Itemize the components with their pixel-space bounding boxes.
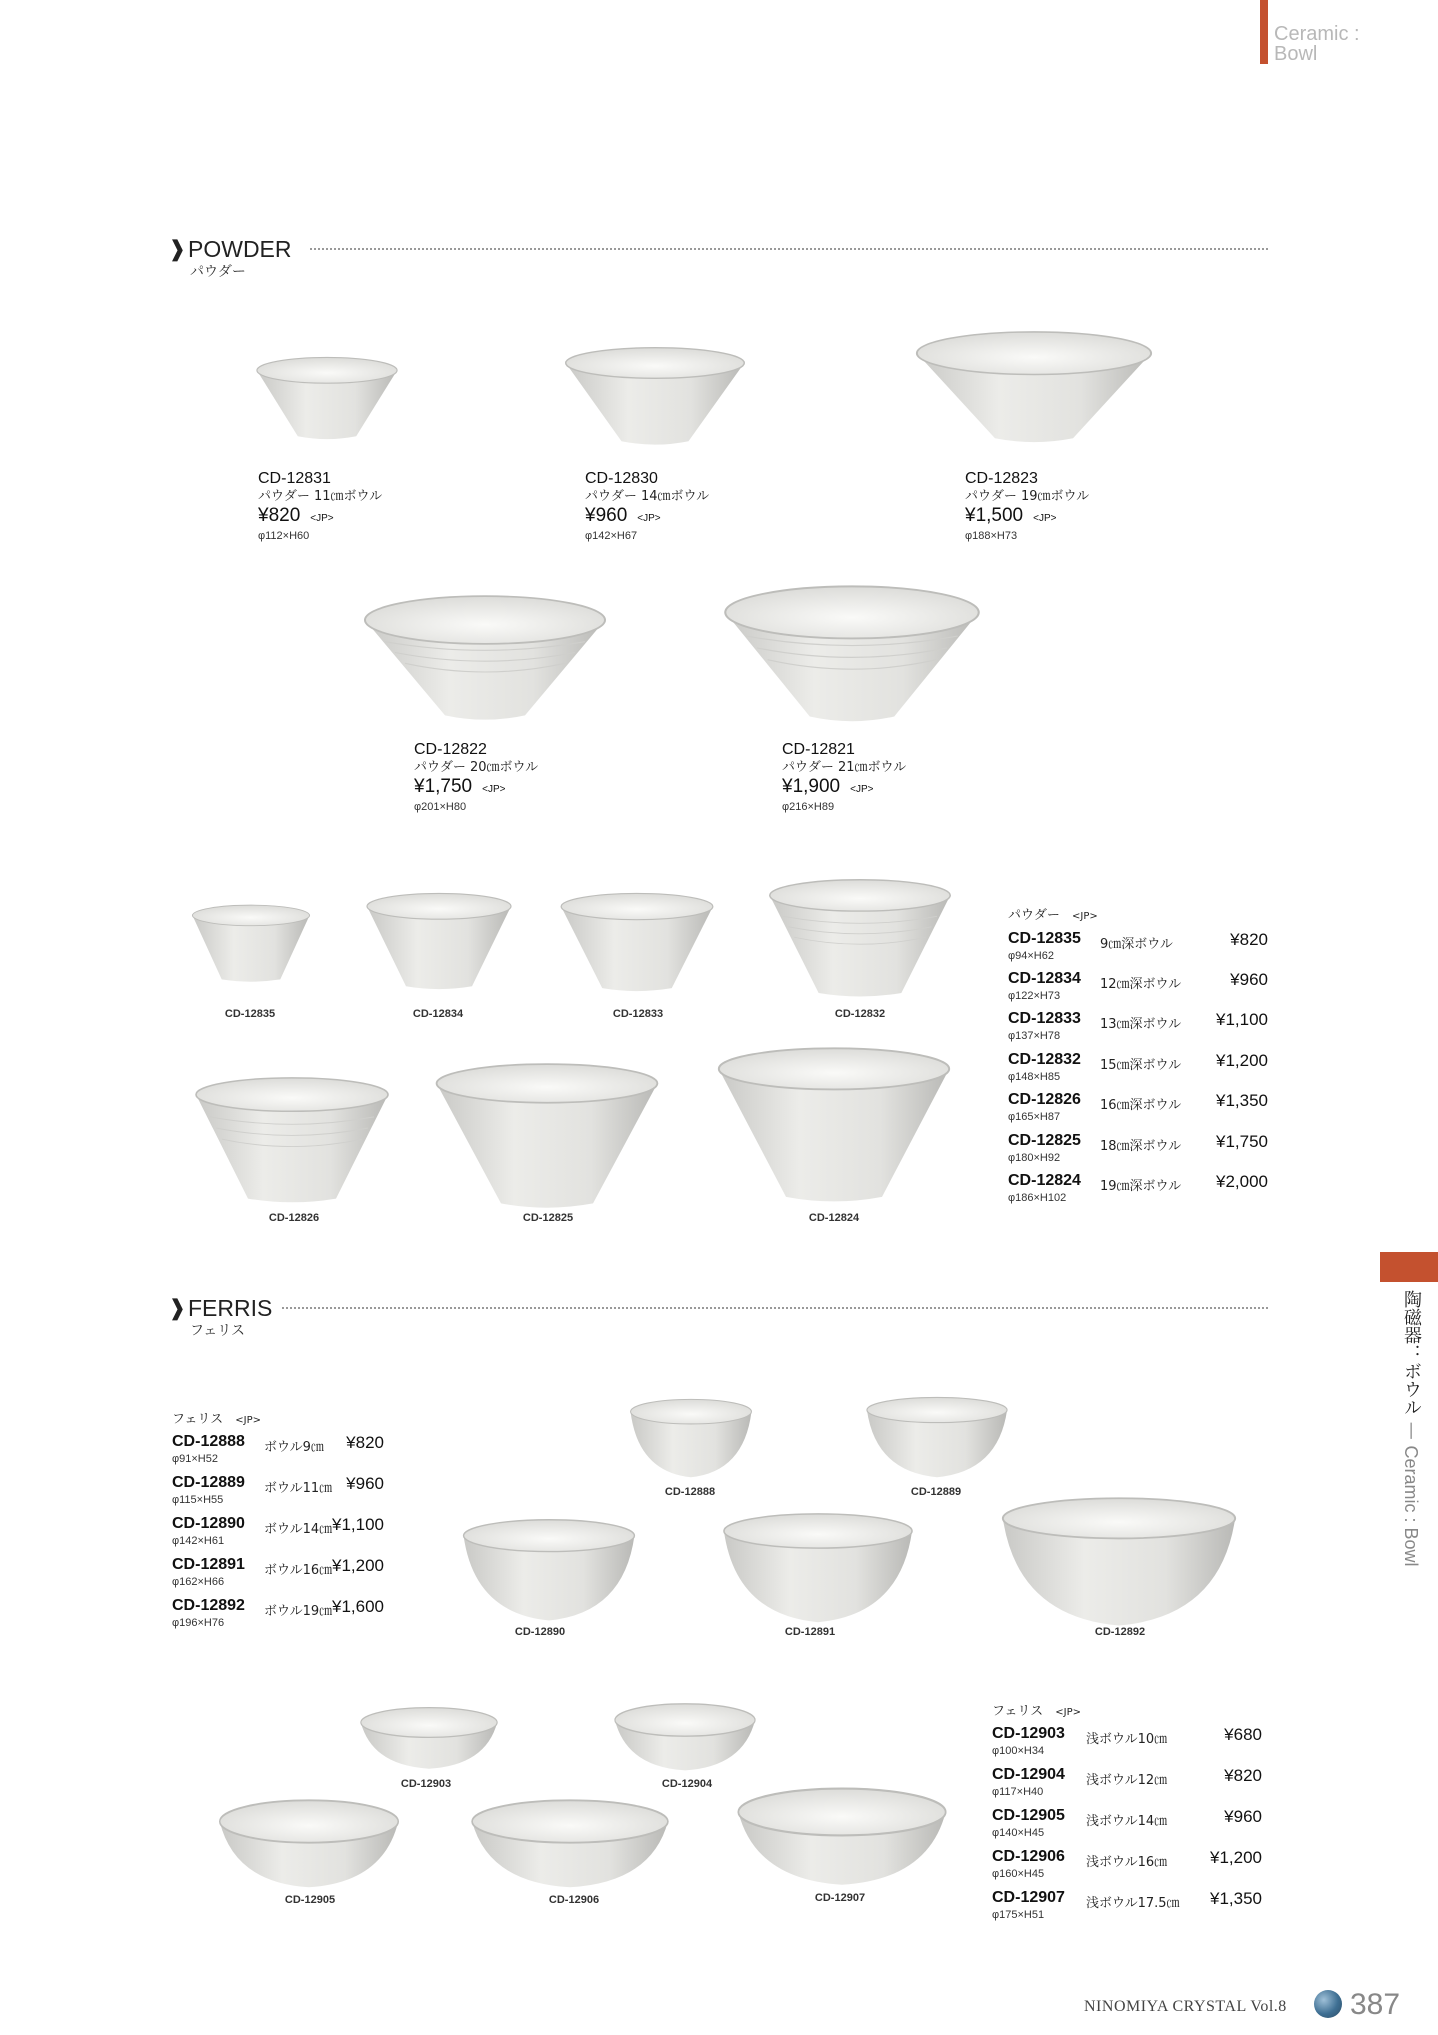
row-name: 浅ボウル10㎝ bbox=[1086, 1732, 1168, 1747]
price-table-row bbox=[992, 1807, 1292, 1847]
section-subtitle-ferris: フェリス bbox=[190, 1323, 246, 1339]
row-dimensions: φ148×H85 bbox=[1008, 1071, 1061, 1083]
row-dimensions: φ180×H92 bbox=[1008, 1152, 1061, 1164]
product-price: ¥820 bbox=[258, 505, 301, 526]
bowl-photo-cd12889 bbox=[864, 1396, 1010, 1480]
bowl-photo-cd12892 bbox=[998, 1496, 1240, 1630]
photo-caption: CD-12888 bbox=[664, 1486, 716, 1498]
bowl-photo-cd12825 bbox=[432, 1062, 662, 1212]
row-name: ボウル9㎝ bbox=[264, 1440, 324, 1455]
price-table-series: パウダー bbox=[1008, 908, 1060, 923]
product-price: ¥1,900 bbox=[782, 776, 841, 797]
price-table-series: フェリス bbox=[172, 1412, 224, 1427]
row-price: ¥1,750 bbox=[1216, 1132, 1268, 1151]
row-name: 浅ボウル14㎝ bbox=[1086, 1814, 1168, 1829]
row-dimensions: φ160×H45 bbox=[992, 1868, 1045, 1880]
row-code: CD-12826 bbox=[1008, 1091, 1081, 1108]
product-code: CD-12822 bbox=[414, 741, 487, 758]
side-index-tab bbox=[1380, 1252, 1438, 1282]
product-price: ¥1,750 bbox=[414, 776, 473, 797]
product-code: CD-12823 bbox=[965, 470, 1038, 487]
section-title-powder: POWDER bbox=[188, 236, 292, 262]
side-index-separator: — bbox=[1401, 1416, 1422, 1446]
product-cd12830 bbox=[585, 470, 709, 543]
photo-caption: CD-12826 bbox=[268, 1212, 320, 1224]
product-dimensions: φ201×H80 bbox=[414, 801, 467, 813]
photo-caption: CD-12889 bbox=[910, 1486, 962, 1498]
product-dimensions: φ112×H60 bbox=[258, 530, 310, 542]
origin-label: <JP> bbox=[482, 784, 506, 795]
row-code: CD-12825 bbox=[1008, 1132, 1081, 1149]
row-dimensions: φ142×H61 bbox=[172, 1535, 225, 1547]
row-code: CD-12834 bbox=[1008, 970, 1081, 987]
product-price-line bbox=[965, 505, 1089, 530]
row-dimensions: φ196×H76 bbox=[172, 1617, 225, 1629]
price-table-row bbox=[992, 1766, 1292, 1806]
row-price: ¥1,200 bbox=[1216, 1051, 1268, 1070]
page-number: 387 bbox=[1350, 1988, 1401, 2021]
origin-label: <JP> bbox=[235, 1415, 261, 1426]
photo-caption: CD-12907 bbox=[814, 1892, 866, 1904]
product-dimensions: φ216×H89 bbox=[782, 801, 835, 813]
price-table-row bbox=[1008, 1132, 1308, 1172]
price-table-row bbox=[1008, 1172, 1308, 1212]
price-table-series: フェリス bbox=[992, 1704, 1044, 1719]
row-code: CD-12824 bbox=[1008, 1172, 1081, 1189]
row-price: ¥1,200 bbox=[332, 1556, 384, 1575]
product-name: パウダー 20㎝ボウル bbox=[414, 760, 539, 775]
product-name: パウダー 14㎝ボウル bbox=[585, 489, 710, 504]
row-price: ¥680 bbox=[1224, 1725, 1262, 1744]
row-dimensions: φ115×H55 bbox=[172, 1494, 224, 1506]
row-code: CD-12835 bbox=[1008, 930, 1081, 947]
price-table-title bbox=[172, 1412, 261, 1429]
origin-label: <JP> bbox=[850, 784, 874, 795]
bowl-photo-cd12891 bbox=[720, 1512, 916, 1626]
bowl-photo-cd12822 bbox=[360, 594, 610, 724]
photo-caption: CD-12903 bbox=[400, 1778, 452, 1790]
bowl-photo-cd12824 bbox=[714, 1046, 954, 1206]
row-name: ボウル14㎝ bbox=[264, 1522, 333, 1537]
row-dimensions: φ165×H87 bbox=[1008, 1111, 1061, 1123]
row-code: CD-12833 bbox=[1008, 1010, 1081, 1027]
bowl-photo-cd12821 bbox=[720, 584, 984, 726]
row-name: 浅ボウル16㎝ bbox=[1086, 1855, 1168, 1870]
bowl-photo-cd12906 bbox=[468, 1798, 672, 1892]
photo-caption: CD-12832 bbox=[834, 1008, 886, 1020]
row-dimensions: φ100×H34 bbox=[992, 1745, 1045, 1757]
row-name: 9㎝深ボウル bbox=[1100, 937, 1173, 952]
price-table-row bbox=[1008, 1010, 1308, 1050]
section-title-ferris: FERRIS bbox=[188, 1295, 273, 1321]
photo-caption: CD-12890 bbox=[514, 1626, 566, 1638]
row-dimensions: φ91×H52 bbox=[172, 1453, 218, 1465]
bowl-photo-cd12823 bbox=[912, 330, 1156, 446]
origin-label: <JP> bbox=[1072, 911, 1098, 922]
row-price: ¥1,350 bbox=[1210, 1889, 1262, 1908]
price-table-row bbox=[992, 1889, 1292, 1929]
price-table-row bbox=[992, 1725, 1292, 1765]
row-name: 浅ボウル12㎝ bbox=[1086, 1773, 1168, 1788]
row-price: ¥1,100 bbox=[332, 1515, 384, 1534]
product-price-line bbox=[414, 776, 538, 801]
origin-label: <JP> bbox=[1055, 1707, 1081, 1718]
section-divider bbox=[310, 248, 1268, 250]
row-price: ¥960 bbox=[346, 1474, 384, 1493]
product-name: パウダー 19㎝ボウル bbox=[965, 489, 1090, 504]
section-marker-icon: ❱ bbox=[168, 237, 187, 262]
product-price: ¥960 bbox=[585, 505, 628, 526]
row-code: CD-12889 bbox=[172, 1474, 245, 1491]
side-index-label bbox=[1392, 1290, 1422, 1566]
photo-caption: CD-12904 bbox=[661, 1778, 713, 1790]
bowl-photo-cd12904 bbox=[612, 1702, 758, 1774]
photo-caption: CD-12825 bbox=[522, 1212, 574, 1224]
row-name: ボウル19㎝ bbox=[264, 1604, 333, 1619]
photo-caption: CD-12834 bbox=[412, 1008, 464, 1020]
row-price: ¥2,000 bbox=[1216, 1172, 1268, 1191]
price-table-row bbox=[172, 1515, 472, 1555]
bowl-photo-cd12905 bbox=[216, 1798, 402, 1892]
price-table-title bbox=[1008, 908, 1098, 925]
row-dimensions: φ186×H102 bbox=[1008, 1192, 1067, 1204]
bowl-photo-cd12888 bbox=[628, 1398, 754, 1480]
row-dimensions: φ162×H66 bbox=[172, 1576, 225, 1588]
row-dimensions: φ117×H40 bbox=[992, 1786, 1044, 1798]
row-price: ¥1,600 bbox=[332, 1597, 384, 1616]
bowl-photo-cd12834 bbox=[364, 892, 514, 992]
row-dimensions: φ137×H78 bbox=[1008, 1030, 1061, 1042]
side-index-ja: 陶磁器：ボウル bbox=[1401, 1290, 1422, 1416]
row-price: ¥960 bbox=[1224, 1807, 1262, 1826]
origin-label: <JP> bbox=[1033, 513, 1057, 524]
product-price-line bbox=[782, 776, 906, 801]
product-price-line bbox=[585, 505, 709, 530]
row-code: CD-12891 bbox=[172, 1556, 245, 1573]
origin-label: <JP> bbox=[310, 513, 334, 524]
catalog-brand: NINOMIYA CRYSTAL Vol.8 bbox=[1084, 1998, 1287, 2015]
row-code: CD-12890 bbox=[172, 1515, 245, 1532]
category-tab-bar bbox=[1260, 0, 1268, 64]
product-dimensions: φ142×H67 bbox=[585, 530, 638, 542]
bowl-photo-cd12833 bbox=[558, 892, 716, 994]
row-price: ¥1,350 bbox=[1216, 1091, 1268, 1110]
row-name: 12㎝深ボウル bbox=[1100, 977, 1182, 992]
row-code: CD-12905 bbox=[992, 1807, 1065, 1824]
product-price-line bbox=[258, 505, 382, 530]
row-code: CD-12892 bbox=[172, 1597, 245, 1614]
bowl-photo-cd12907 bbox=[734, 1786, 950, 1890]
row-code: CD-12907 bbox=[992, 1889, 1065, 1906]
row-code: CD-12888 bbox=[172, 1433, 245, 1450]
product-name: パウダー 11㎝ボウル bbox=[258, 489, 383, 504]
photo-caption: CD-12824 bbox=[808, 1212, 860, 1224]
bowl-photo-cd12831 bbox=[254, 356, 400, 442]
price-table-row bbox=[172, 1433, 472, 1473]
price-table-row bbox=[992, 1848, 1292, 1888]
row-name: 19㎝深ボウル bbox=[1100, 1179, 1182, 1194]
product-dimensions: φ188×H73 bbox=[965, 530, 1018, 542]
product-cd12822 bbox=[414, 741, 538, 814]
photo-caption: CD-12835 bbox=[224, 1008, 276, 1020]
bowl-photo-cd12835 bbox=[190, 904, 312, 984]
photo-caption: CD-12905 bbox=[284, 1894, 336, 1906]
row-dimensions: φ140×H45 bbox=[992, 1827, 1045, 1839]
category-label bbox=[1274, 24, 1414, 64]
price-table-row bbox=[1008, 1051, 1308, 1091]
category-label-line2: Bowl bbox=[1274, 43, 1318, 65]
category-label-line1: Ceramic : bbox=[1274, 23, 1360, 45]
product-price: ¥1,500 bbox=[965, 505, 1024, 526]
photo-caption: CD-12906 bbox=[548, 1894, 600, 1906]
product-code: CD-12821 bbox=[782, 741, 855, 758]
row-name: 18㎝深ボウル bbox=[1100, 1139, 1182, 1154]
photo-caption: CD-12833 bbox=[612, 1008, 664, 1020]
row-dimensions: φ94×H62 bbox=[1008, 950, 1054, 962]
row-price: ¥820 bbox=[346, 1433, 384, 1452]
section-subtitle-powder: パウダー bbox=[190, 264, 246, 280]
price-table-row bbox=[172, 1597, 472, 1637]
row-name: 浅ボウル17.5㎝ bbox=[1086, 1896, 1180, 1911]
product-code: CD-12831 bbox=[258, 470, 331, 487]
row-code: CD-12904 bbox=[992, 1766, 1065, 1783]
photo-caption: CD-12891 bbox=[784, 1626, 836, 1638]
row-code: CD-12906 bbox=[992, 1848, 1065, 1865]
row-price: ¥1,100 bbox=[1216, 1010, 1268, 1029]
row-name: ボウル16㎝ bbox=[264, 1563, 333, 1578]
section-divider bbox=[282, 1307, 1268, 1309]
bowl-photo-cd12890 bbox=[460, 1518, 638, 1624]
photo-caption: CD-12892 bbox=[1094, 1626, 1146, 1638]
bowl-photo-cd12903 bbox=[358, 1706, 500, 1772]
price-table-row bbox=[1008, 1091, 1308, 1131]
row-price: ¥960 bbox=[1230, 970, 1268, 989]
price-table-row bbox=[1008, 970, 1308, 1010]
bowl-photo-cd12826 bbox=[192, 1076, 392, 1206]
row-name: ボウル11㎝ bbox=[264, 1481, 333, 1496]
product-cd12821 bbox=[782, 741, 906, 814]
side-index-en: Ceramic : Bowl bbox=[1401, 1445, 1421, 1567]
product-cd12823 bbox=[965, 470, 1089, 543]
origin-label: <JP> bbox=[637, 513, 661, 524]
globe-icon bbox=[1314, 1990, 1342, 2018]
price-table-title bbox=[992, 1704, 1081, 1721]
row-name: 15㎝深ボウル bbox=[1100, 1058, 1182, 1073]
row-dimensions: φ122×H73 bbox=[1008, 990, 1061, 1002]
row-dimensions: φ175×H51 bbox=[992, 1909, 1045, 1921]
row-price: ¥820 bbox=[1230, 930, 1268, 949]
bowl-photo-cd12830 bbox=[562, 346, 748, 448]
price-table-row bbox=[1008, 930, 1308, 970]
price-table-row bbox=[172, 1556, 472, 1596]
row-price: ¥820 bbox=[1224, 1766, 1262, 1785]
row-name: 13㎝深ボウル bbox=[1100, 1017, 1182, 1032]
price-table-row bbox=[172, 1474, 472, 1514]
row-price: ¥1,200 bbox=[1210, 1848, 1262, 1867]
product-code: CD-12830 bbox=[585, 470, 658, 487]
row-code: CD-12903 bbox=[992, 1725, 1065, 1742]
row-code: CD-12832 bbox=[1008, 1051, 1081, 1068]
bowl-photo-cd12832 bbox=[766, 878, 954, 1000]
product-name: パウダー 21㎝ボウル bbox=[782, 760, 907, 775]
section-marker-icon: ❱ bbox=[168, 1296, 187, 1321]
row-name: 16㎝深ボウル bbox=[1100, 1098, 1182, 1113]
product-cd12831 bbox=[258, 470, 382, 543]
